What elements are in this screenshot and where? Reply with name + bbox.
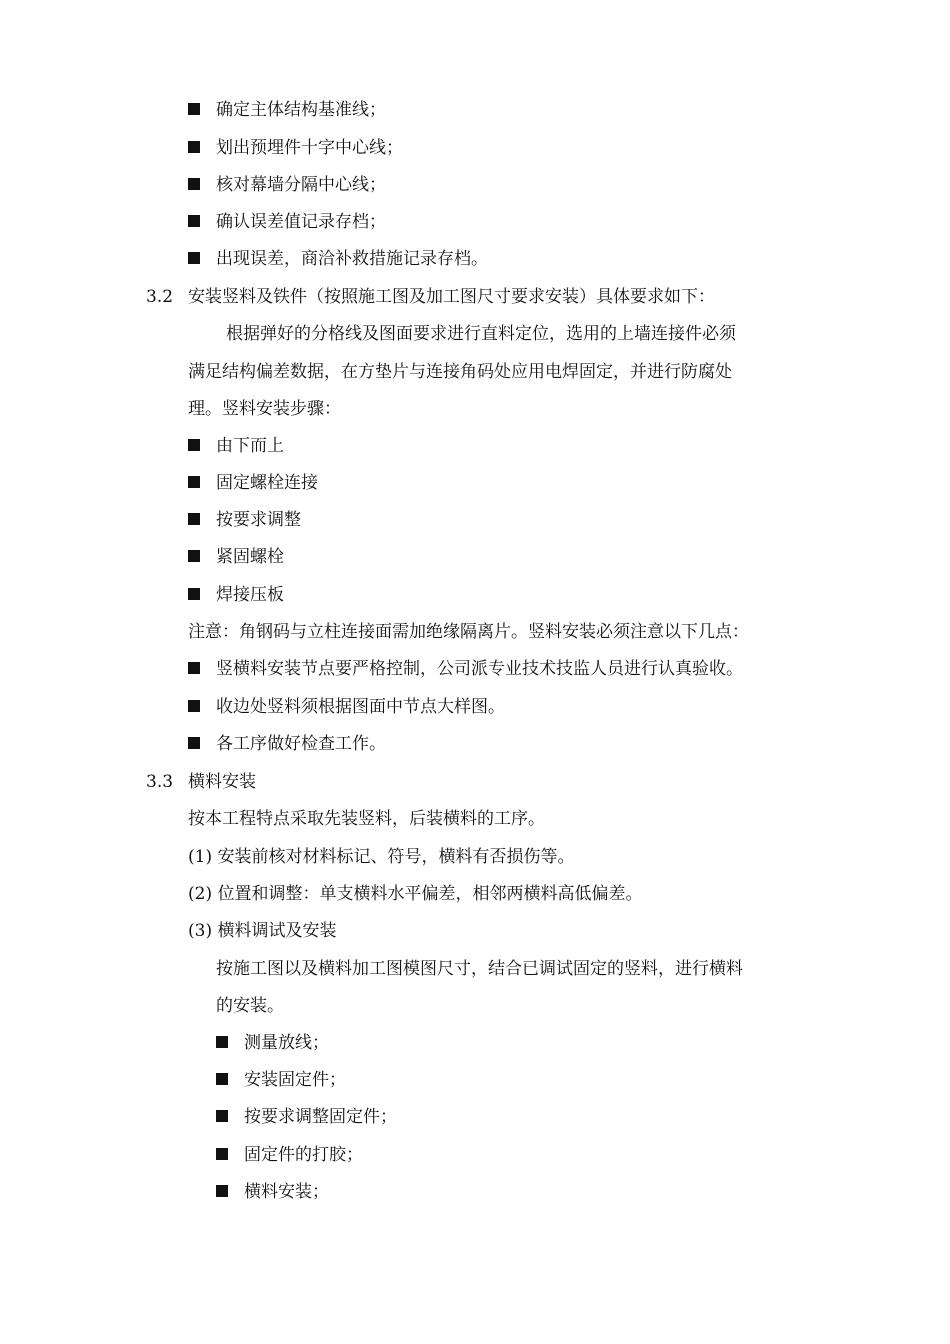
paragraph-line: 根据弹好的分格线及图面要求进行直料定位，选用的上墙连接件必须 <box>226 324 736 344</box>
square-bullet-icon <box>188 178 200 190</box>
list-item <box>188 98 386 122</box>
list-item-text: 焊接压板 <box>216 585 284 605</box>
square-bullet-icon <box>216 1185 228 1197</box>
list-item-text: 按要求调整固定件； <box>244 1107 397 1127</box>
square-bullet-icon <box>188 588 200 600</box>
list-item <box>216 1031 329 1055</box>
note-text: 注意：角钢码与立柱连接面需加绝缘隔离片。竖料安装必须注意以下几点： <box>188 622 749 642</box>
list-item <box>216 1143 363 1167</box>
square-bullet-icon <box>188 662 200 674</box>
section-heading-3-3 <box>146 770 256 794</box>
list-item <box>216 1180 329 1204</box>
square-bullet-icon <box>216 1036 228 1048</box>
section-title: 安装竖料及铁件（按照施工图及加工图尺寸要求安装）具体要求如下： <box>188 287 715 307</box>
list-item <box>188 471 318 495</box>
section-number: 3.3 <box>146 772 174 792</box>
list-item <box>188 732 386 756</box>
list-item-text: 收边处竖料须根据图面中节点大样图。 <box>216 697 505 717</box>
list-item <box>188 136 403 160</box>
paragraph-line: 按本工程特点采取先装竖料，后装横料的工序。 <box>188 809 545 829</box>
square-bullet-icon <box>188 103 200 115</box>
list-item-text: 划出预埋件十字中心线； <box>216 138 403 158</box>
square-bullet-icon <box>188 141 200 153</box>
list-item-text: 固定件的打胶； <box>244 1145 363 1165</box>
paragraph-line: 理。竖料安装步骤： <box>188 399 341 419</box>
paragraph-line: 按施工图以及横料加工图模图尺寸，结合已调试固定的竖料，进行横料 <box>216 959 743 979</box>
list-item-text: 确定主体结构基准线； <box>216 100 386 120</box>
square-bullet-icon <box>188 439 200 451</box>
paragraph-line: 满足结构偏差数据，在方垫片与连接角码处应用电焊固定，并进行防腐处 <box>188 362 732 382</box>
section-number: 3.2 <box>146 287 174 307</box>
numbered-item: (2) 位置和调整：单支横料水平偏差，相邻两横料高低偏差。 <box>188 884 643 904</box>
square-bullet-icon <box>188 700 200 712</box>
paragraph-line: 的安装。 <box>216 996 284 1016</box>
square-bullet-icon <box>216 1110 228 1122</box>
list-item <box>188 545 284 569</box>
list-item <box>216 1068 346 1092</box>
list-item-text: 紧固螺栓 <box>216 547 284 567</box>
list-item-text: 由下而上 <box>216 436 284 456</box>
list-item <box>188 434 284 458</box>
list-item <box>188 210 386 234</box>
list-item-text: 竖横料安装节点要严格控制，公司派专业技术技监人员进行认真验收。 <box>216 659 743 679</box>
square-bullet-icon <box>188 252 200 264</box>
numbered-item: (3) 横料调试及安装 <box>188 921 337 941</box>
list-item <box>188 247 488 271</box>
square-bullet-icon <box>188 737 200 749</box>
list-item-text: 固定螺栓连接 <box>216 473 318 493</box>
list-item-text: 核对幕墙分隔中心线； <box>216 175 386 195</box>
square-bullet-icon <box>188 550 200 562</box>
list-item <box>188 508 301 532</box>
list-item <box>216 1105 397 1129</box>
square-bullet-icon <box>216 1073 228 1085</box>
section-title: 横料安装 <box>188 772 256 792</box>
list-item-text: 按要求调整 <box>216 510 301 530</box>
list-item <box>188 695 505 719</box>
list-item <box>188 173 386 197</box>
list-item-text: 测量放线； <box>244 1033 329 1053</box>
section-heading-3-2 <box>146 285 715 309</box>
list-item-text: 出现误差，商洽补救措施记录存档。 <box>216 249 488 269</box>
numbered-item: (1) 安装前核对材料标记、符号，横料有否损伤等。 <box>188 847 575 867</box>
list-item-text: 确认误差值记录存档； <box>216 212 386 232</box>
square-bullet-icon <box>188 513 200 525</box>
square-bullet-icon <box>188 476 200 488</box>
list-item-text: 安装固定件； <box>244 1070 346 1090</box>
list-item <box>188 657 743 681</box>
list-item <box>188 583 284 607</box>
square-bullet-icon <box>188 215 200 227</box>
square-bullet-icon <box>216 1148 228 1160</box>
list-item-text: 各工序做好检查工作。 <box>216 734 386 754</box>
list-item-text: 横料安装； <box>244 1182 329 1202</box>
